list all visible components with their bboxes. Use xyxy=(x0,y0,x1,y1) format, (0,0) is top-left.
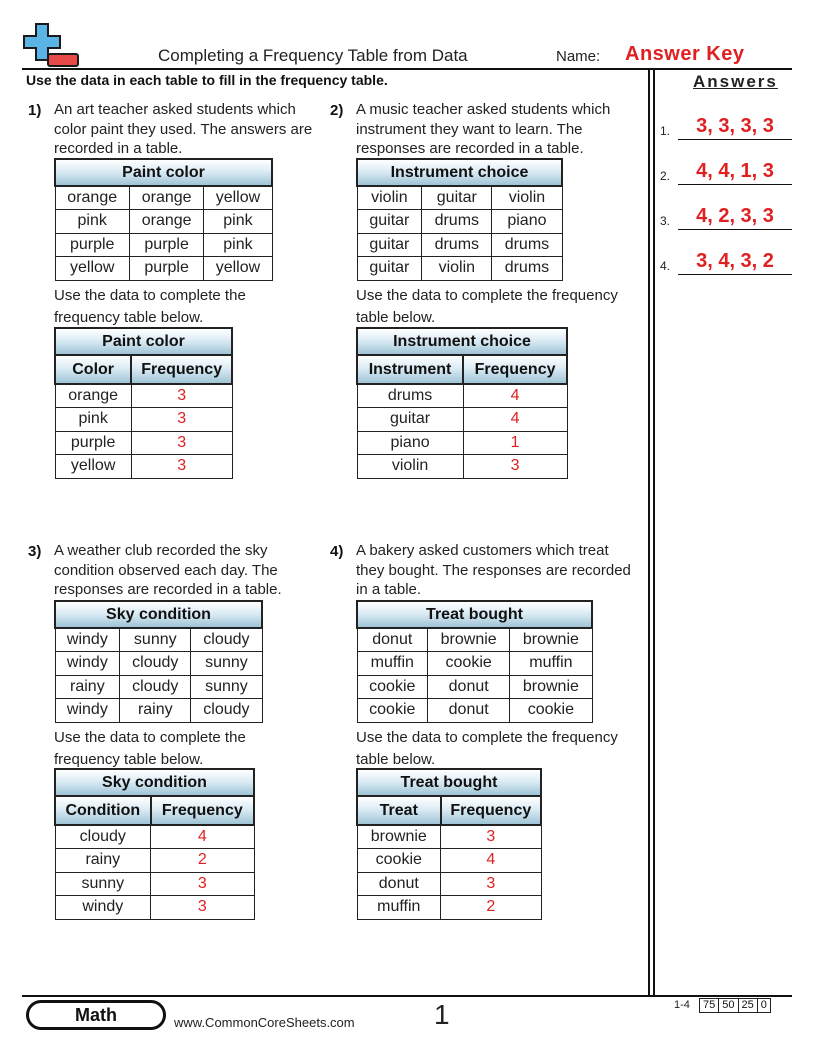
name-label: Name: xyxy=(556,48,601,65)
frequency-table-title: Instrument choice xyxy=(357,328,567,355)
answer-row xyxy=(660,110,792,140)
column-header: Color xyxy=(55,355,131,384)
table-cell: cloudy xyxy=(191,699,262,723)
table-cell: donut xyxy=(428,675,510,699)
category-cell: cookie xyxy=(357,849,441,873)
frequency-cell: 3 xyxy=(151,872,254,896)
table-cell: cloudy xyxy=(120,652,191,676)
frequency-prompt xyxy=(356,727,618,770)
answers-column-divider-inner xyxy=(653,68,655,996)
category-cell: violin xyxy=(357,455,463,479)
table-row xyxy=(55,408,232,432)
frequency-table xyxy=(356,768,542,920)
frequency-table xyxy=(54,327,233,479)
problem-number: 4) xyxy=(330,543,344,560)
problem-number: 1) xyxy=(28,102,42,119)
table-row xyxy=(55,384,232,408)
answers-title: Answers xyxy=(693,72,778,91)
category-cell: yellow xyxy=(55,455,131,479)
subject-badge: Math xyxy=(26,1000,166,1030)
data-table-title: Instrument choice xyxy=(357,159,562,186)
table-cell: cookie xyxy=(510,699,592,723)
category-cell: cloudy xyxy=(55,825,151,849)
problem-text-line: responses are recorded in a table. xyxy=(54,581,282,598)
data-table-title: Treat bought xyxy=(357,601,592,628)
problem-text-line: instrument they want to learn. The xyxy=(356,120,583,138)
frequency-cell: 4 xyxy=(441,849,541,873)
frequency-cell: 4 xyxy=(151,825,254,849)
answer-row xyxy=(660,200,792,230)
table-cell: sunny xyxy=(120,628,191,652)
table-cell: yellow xyxy=(204,186,272,210)
table-cell: cloudy xyxy=(120,675,191,699)
frequency-table-title: Treat bought xyxy=(357,769,541,796)
category-cell: piano xyxy=(357,431,463,455)
table-row xyxy=(357,431,567,455)
category-cell: rainy xyxy=(55,849,151,873)
table-cell: drums xyxy=(422,210,492,234)
data-table xyxy=(54,158,273,281)
answer-row xyxy=(660,155,792,185)
table-cell: orange xyxy=(129,186,203,210)
problem-text-line: A music teacher asked students which xyxy=(356,101,611,118)
table-row xyxy=(357,675,592,699)
column-header: Condition xyxy=(55,796,151,825)
frequency-cell: 3 xyxy=(463,455,567,479)
answer-number: 1. xyxy=(660,124,671,138)
prompt-line: table below. xyxy=(356,308,436,326)
prompt-line: Use the data to complete the frequency xyxy=(356,729,618,746)
answer-key-label: Answer Key xyxy=(625,43,745,65)
footer-divider xyxy=(22,995,792,997)
column-header: Frequency xyxy=(151,796,254,825)
frequency-cell: 3 xyxy=(441,872,541,896)
frequency-prompt xyxy=(54,727,246,770)
frequency-cell: 3 xyxy=(151,896,254,920)
table-row xyxy=(357,872,541,896)
category-cell: purple xyxy=(55,431,131,455)
problem-text-line: color paint they used. The answers are xyxy=(54,120,313,138)
commoncoresheets-logo xyxy=(22,22,80,68)
frequency-table-title: Sky condition xyxy=(55,769,254,796)
problem-text-line: condition observed each day. The xyxy=(54,561,278,579)
table-cell: sunny xyxy=(191,675,262,699)
table-row xyxy=(55,675,262,699)
problem-number: 3) xyxy=(28,543,42,560)
score-box: 25 xyxy=(738,998,758,1013)
category-cell: pink xyxy=(55,408,131,432)
frequency-cell: 3 xyxy=(131,431,232,455)
category-cell: muffin xyxy=(357,896,441,920)
table-cell: muffin xyxy=(510,652,592,676)
table-row xyxy=(55,699,262,723)
prompt-line: frequency table below. xyxy=(54,308,204,326)
problem-text-line: A bakery asked customers which treat xyxy=(356,542,609,559)
column-header: Frequency xyxy=(463,355,567,384)
prompt-line: Use the data to complete the xyxy=(54,287,246,304)
page-number: 1 xyxy=(434,999,450,1030)
table-row xyxy=(55,210,272,234)
data-table xyxy=(356,158,563,281)
table-cell: drums xyxy=(492,257,562,281)
frequency-table xyxy=(54,768,255,920)
answer-value: 3, 4, 3, 2 xyxy=(696,250,774,272)
table-row xyxy=(55,257,272,281)
site-url: www.CommonCoreSheets.com xyxy=(174,1015,355,1030)
table-cell: purple xyxy=(55,233,129,257)
answer-line xyxy=(678,229,792,230)
worksheet-title: Completing a Frequency Table from Data xyxy=(158,46,468,65)
table-cell: cookie xyxy=(357,675,428,699)
problem-range: 1-4 xyxy=(674,999,690,1011)
table-row xyxy=(55,233,272,257)
answer-value: 4, 4, 1, 3 xyxy=(696,160,774,182)
answer-number: 3. xyxy=(660,214,671,228)
problem-text xyxy=(356,541,631,600)
table-cell: cookie xyxy=(428,652,510,676)
answers-column-divider xyxy=(648,68,650,996)
table-cell: purple xyxy=(129,257,203,281)
table-row xyxy=(55,652,262,676)
table-cell: piano xyxy=(492,210,562,234)
category-cell: drums xyxy=(357,384,463,408)
table-cell: guitar xyxy=(357,210,422,234)
answer-line xyxy=(678,139,792,140)
table-cell: pink xyxy=(204,233,272,257)
column-header: Instrument xyxy=(357,355,463,384)
table-row xyxy=(357,233,562,257)
table-cell: rainy xyxy=(55,675,120,699)
table-row xyxy=(357,849,541,873)
category-cell: donut xyxy=(357,872,441,896)
answer-row xyxy=(660,245,792,275)
table-cell: donut xyxy=(357,628,428,652)
table-row xyxy=(357,210,562,234)
table-cell: yellow xyxy=(55,257,129,281)
score-boxes xyxy=(700,998,771,1013)
frequency-cell: 2 xyxy=(151,849,254,873)
instructions: Use the data in each table to fill in the frequency table. xyxy=(26,72,388,88)
answer-number: 2. xyxy=(660,169,671,183)
table-cell: windy xyxy=(55,628,120,652)
frequency-prompt xyxy=(356,285,618,328)
table-row xyxy=(357,699,592,723)
category-cell: guitar xyxy=(357,408,463,432)
table-cell: orange xyxy=(55,186,129,210)
score-box: 50 xyxy=(718,998,738,1013)
table-row xyxy=(357,257,562,281)
table-cell: windy xyxy=(55,652,120,676)
problem-text-line: A weather club recorded the sky xyxy=(54,542,268,559)
table-cell: purple xyxy=(129,233,203,257)
table-row xyxy=(357,384,567,408)
table-cell: pink xyxy=(204,210,272,234)
answer-number: 4. xyxy=(660,259,671,273)
table-row xyxy=(357,825,541,849)
problem-text xyxy=(54,541,282,600)
prompt-line: frequency table below. xyxy=(54,750,204,768)
table-row xyxy=(357,896,541,920)
answer-value: 4, 2, 3, 3 xyxy=(696,205,774,227)
table-cell: cookie xyxy=(357,699,428,723)
problem-text-line: responses are recorded in a table. xyxy=(356,140,584,157)
data-table xyxy=(54,600,263,723)
problem-text xyxy=(54,100,312,159)
problem-text xyxy=(356,100,610,159)
table-row xyxy=(55,186,272,210)
table-cell: donut xyxy=(428,699,510,723)
frequency-cell: 1 xyxy=(463,431,567,455)
table-row xyxy=(357,455,567,479)
table-row xyxy=(357,186,562,210)
column-header: Treat xyxy=(357,796,441,825)
prompt-line: Use the data to complete the xyxy=(54,729,246,746)
table-cell: guitar xyxy=(357,257,422,281)
table-cell: brownie xyxy=(428,628,510,652)
frequency-cell: 3 xyxy=(131,455,232,479)
category-cell: brownie xyxy=(357,825,441,849)
table-cell: brownie xyxy=(510,628,592,652)
data-table-title: Sky condition xyxy=(55,601,262,628)
score-box: 75 xyxy=(699,998,719,1013)
column-header: Frequency xyxy=(441,796,541,825)
table-row xyxy=(55,896,254,920)
data-table-title: Paint color xyxy=(55,159,272,186)
table-cell: brownie xyxy=(510,675,592,699)
table-row xyxy=(357,652,592,676)
table-cell: orange xyxy=(129,210,203,234)
table-row xyxy=(55,872,254,896)
category-cell: windy xyxy=(55,896,151,920)
problem-text-line: An art teacher asked students which xyxy=(54,101,296,118)
table-row xyxy=(55,628,262,652)
category-cell: sunny xyxy=(55,872,151,896)
table-cell: drums xyxy=(492,233,562,257)
table-cell: guitar xyxy=(422,186,492,210)
table-row xyxy=(55,431,232,455)
frequency-table xyxy=(356,327,568,479)
answer-line xyxy=(678,274,792,275)
table-cell: windy xyxy=(55,699,120,723)
table-row xyxy=(55,825,254,849)
answer-line xyxy=(678,184,792,185)
column-header: Frequency xyxy=(131,355,232,384)
table-cell: drums xyxy=(422,233,492,257)
table-cell: violin xyxy=(357,186,422,210)
frequency-table-title: Paint color xyxy=(55,328,232,355)
table-row xyxy=(357,408,567,432)
table-cell: sunny xyxy=(191,652,262,676)
problem-number: 2) xyxy=(330,102,344,119)
prompt-line: Use the data to complete the frequency xyxy=(356,287,618,304)
prompt-line: table below. xyxy=(356,750,436,768)
category-cell: orange xyxy=(55,384,131,408)
answer-value: 3, 3, 3, 3 xyxy=(696,115,774,137)
data-table xyxy=(356,600,593,723)
frequency-cell: 2 xyxy=(441,896,541,920)
score-box: 0 xyxy=(757,998,771,1013)
table-cell: violin xyxy=(492,186,562,210)
problem-text-line: in a table. xyxy=(356,581,422,598)
problem-text-line: recorded in a table. xyxy=(54,140,183,157)
table-cell: guitar xyxy=(357,233,422,257)
table-cell: cloudy xyxy=(191,628,262,652)
table-cell: rainy xyxy=(120,699,191,723)
header-divider xyxy=(22,68,792,70)
frequency-prompt xyxy=(54,285,246,328)
problem-text-line: they bought. The responses are recorded xyxy=(356,561,631,579)
table-cell: muffin xyxy=(357,652,428,676)
table-cell: violin xyxy=(422,257,492,281)
table-row xyxy=(357,628,592,652)
frequency-cell: 4 xyxy=(463,384,567,408)
frequency-cell: 3 xyxy=(131,384,232,408)
table-cell: yellow xyxy=(204,257,272,281)
frequency-cell: 3 xyxy=(441,825,541,849)
table-cell: pink xyxy=(55,210,129,234)
frequency-cell: 4 xyxy=(463,408,567,432)
table-row xyxy=(55,849,254,873)
frequency-cell: 3 xyxy=(131,408,232,432)
table-row xyxy=(55,455,232,479)
